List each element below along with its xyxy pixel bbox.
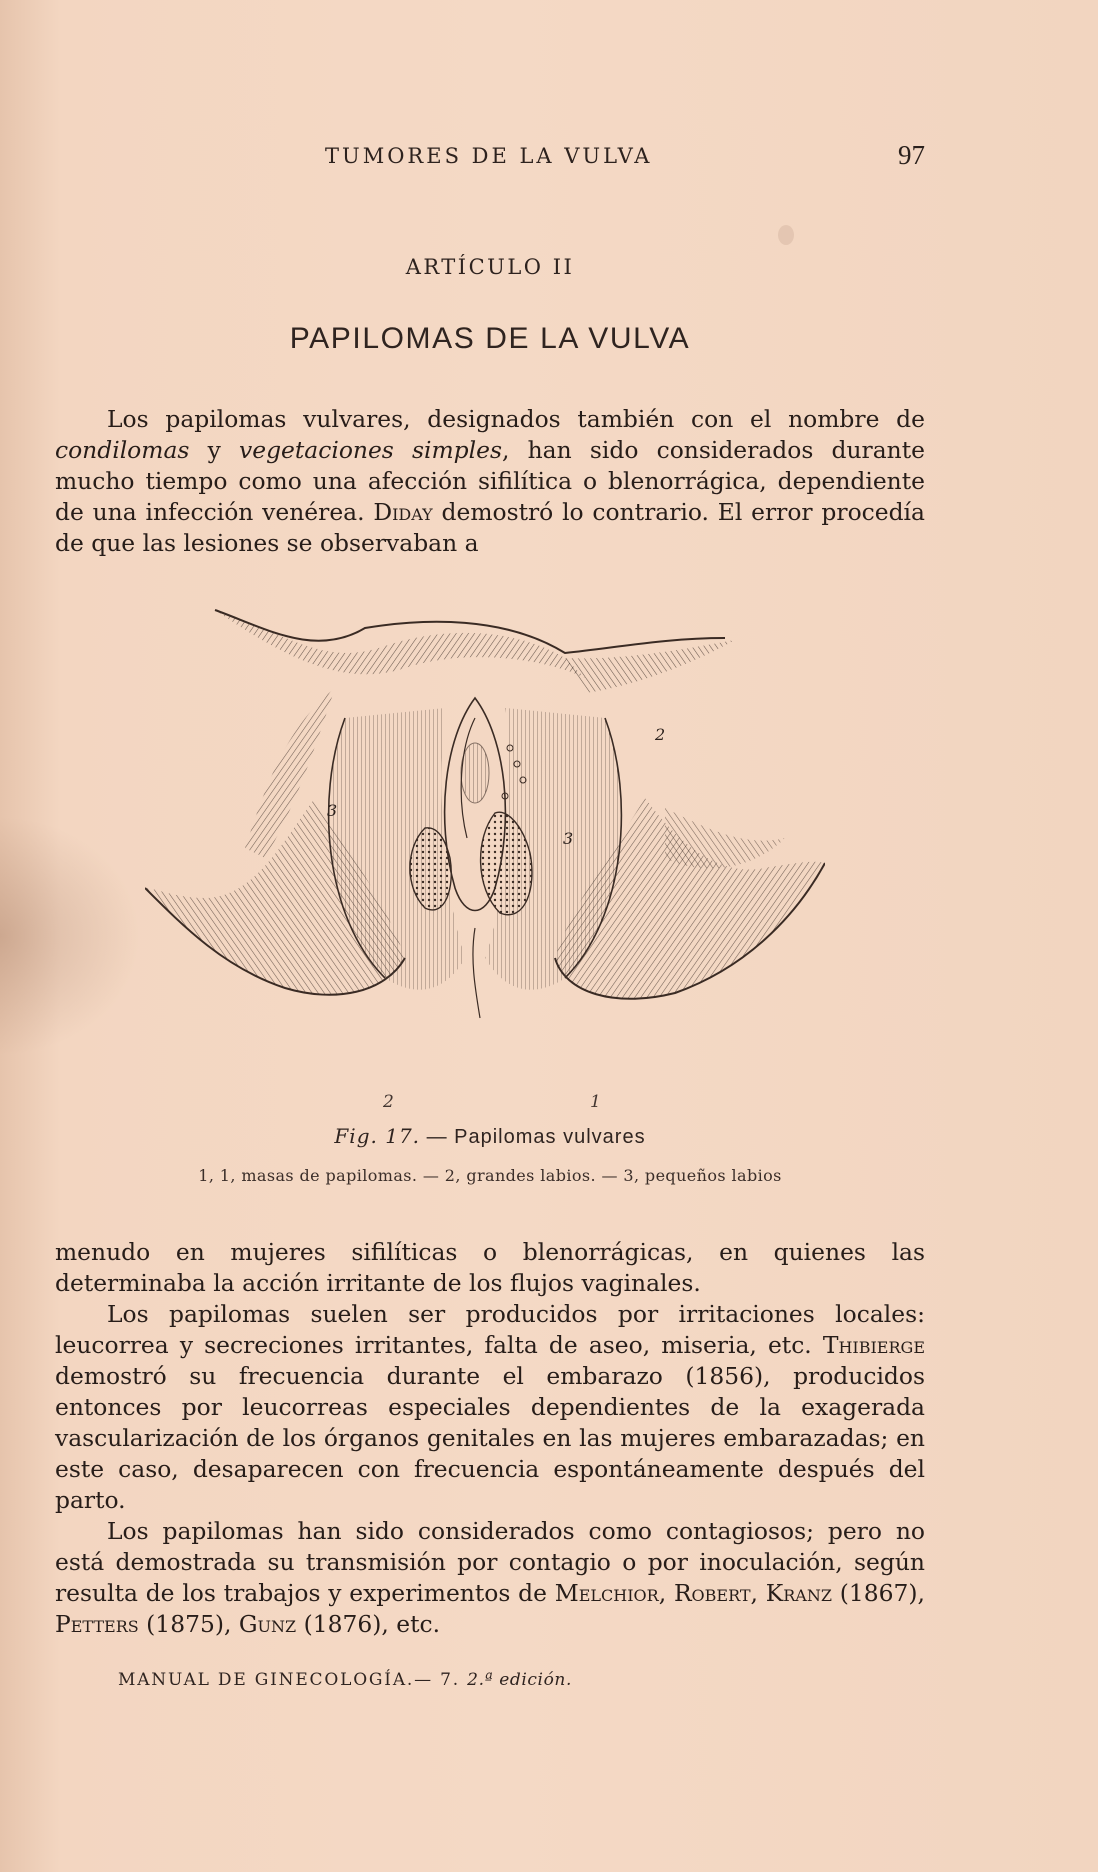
caption-text: Papilomas vulvares — [454, 1126, 646, 1148]
figure-label-3-right: 3 — [563, 829, 574, 848]
text-run: demostró su frecuencia durante el embarazo (1856), producidos entonces por leucorreas especiales dependientes de la exagerada vascularización de los órganos genitales en las mujeres embarazadas; en este caso, desaparecen con frecuencia espontáneamente después del parto. — [55, 1362, 925, 1514]
article-label: ARTÍCULO II — [405, 255, 575, 279]
text-run: , — [658, 1579, 674, 1607]
text-run: , han sido considerados durante mucho tiempo como una afección sifilítica o blenorrágica, dependiente de una infección venérea. — [55, 436, 925, 526]
paragraph-intro — [55, 404, 925, 559]
figure-caption — [55, 1124, 925, 1149]
text-run: (1876), etc. — [296, 1610, 441, 1638]
italic-term: vegetaciones simples — [239, 436, 502, 464]
text-run: y — [189, 436, 240, 464]
body-text-bottom — [55, 1237, 925, 1640]
italic-term: condilomas — [55, 436, 190, 464]
signature-mark: MANUAL DE GINECOLOGÍA.— 7. — [118, 1670, 460, 1690]
text-run: Los papilomas vulvares, designados también con el nombre de — [107, 405, 925, 433]
paper-stain — [778, 225, 794, 245]
running-head: TUMORES DE LA VULVA — [325, 144, 653, 168]
author-name: Gunz — [238, 1610, 297, 1638]
signature-footer — [118, 1670, 572, 1690]
upper-fold — [215, 610, 735, 693]
figure-number: Fig. 17. — [334, 1124, 421, 1148]
edition-note: 2.ª edición. — [467, 1670, 572, 1690]
page-header — [55, 140, 925, 174]
anatomical-figure — [145, 598, 825, 1068]
text-run: , — [750, 1579, 766, 1607]
text-run: Los papilomas suelen ser producidos por irritaciones locales: leucorrea y secreciones irritantes, falta de aseo, miseria, etc. — [55, 1300, 925, 1359]
figure-illustration — [145, 598, 825, 1068]
author-name: Robert — [673, 1579, 751, 1607]
text-run: (1875), — [138, 1610, 239, 1638]
figure-legend: 1, 1, masas de papilomas. — 2, grandes labios. — 3, pequeños labios — [198, 1166, 782, 1185]
paragraph-continuation: menudo en mujeres sifilíticas o blenorrágicas, en quienes las determinaba la acción irritante de los flujos vaginales. — [55, 1238, 925, 1297]
author-name: Melchior — [554, 1579, 659, 1607]
author-name: Petters — [55, 1610, 139, 1638]
author-name: Thibierge — [822, 1331, 925, 1359]
perineum-line — [473, 928, 480, 1018]
figure-pointer-label-right: 1 — [590, 1092, 601, 1112]
body-text-top — [55, 404, 925, 559]
author-name: Kranz — [765, 1579, 832, 1607]
paragraph-causes — [55, 1299, 925, 1516]
text-run: Los papilomas han sido considerados como contagiosos; pero no está demostrada su transmisión por contagio o por inoculación, según resulta de los trabajos y experimentos de — [55, 1517, 925, 1607]
text-run: demostró lo contrario. El error procedía de que las lesiones se observaban a — [55, 498, 925, 557]
text-run: (1867), — [831, 1579, 925, 1607]
author-name: Diday — [373, 498, 433, 526]
page-number: 97 — [898, 140, 925, 170]
figure-label-2-right: 2 — [655, 725, 666, 744]
figure-pointer-label-left: 2 — [383, 1092, 394, 1112]
caption-dash: — — [420, 1126, 455, 1148]
section-title: PAPILOMAS DE LA VULVA — [289, 322, 691, 355]
paragraph-contagion — [55, 1516, 925, 1640]
figure-label-3-left: 3 — [327, 801, 338, 820]
